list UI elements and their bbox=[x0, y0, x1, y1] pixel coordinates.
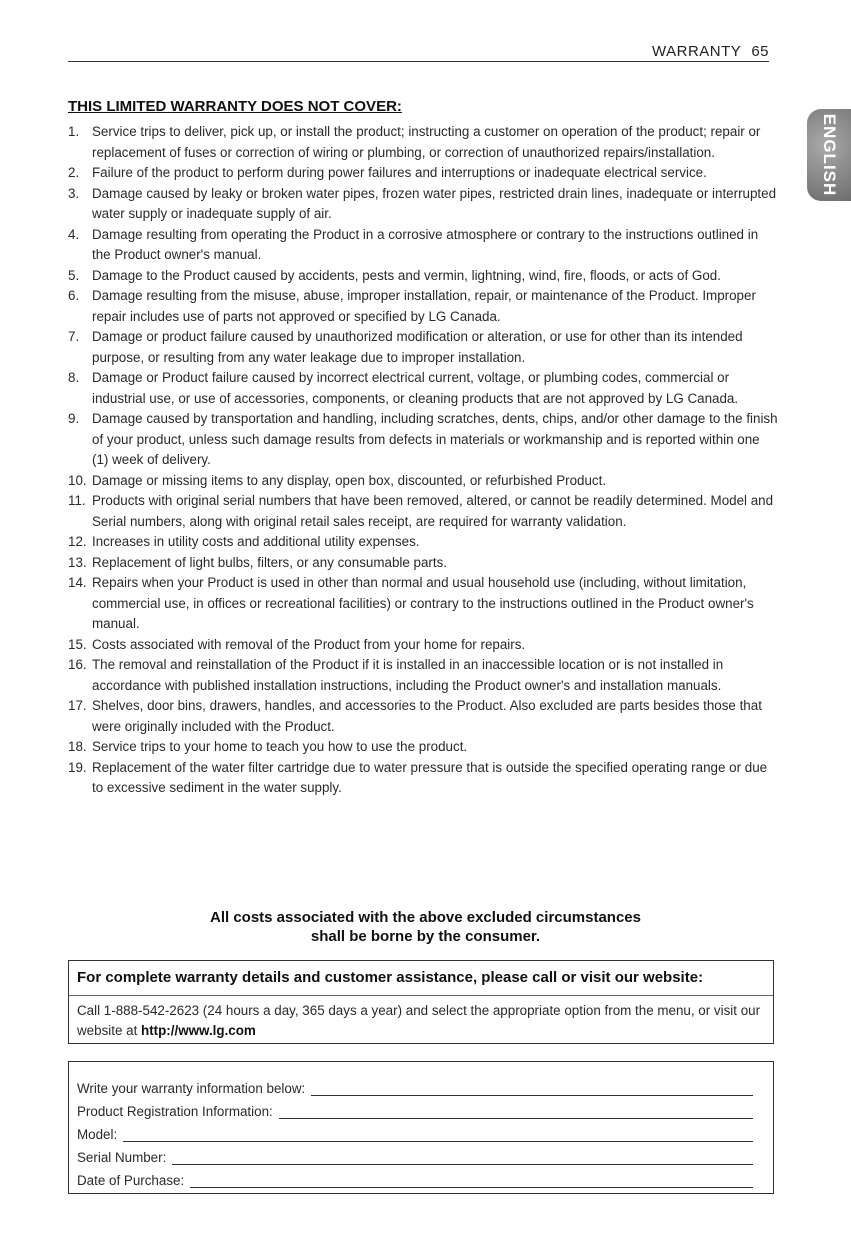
header-divider bbox=[68, 61, 769, 62]
list-item-number: 4. bbox=[68, 226, 80, 242]
list-item-number: 19. bbox=[68, 759, 87, 775]
list-item bbox=[68, 491, 778, 532]
list-item-number: 5. bbox=[68, 267, 80, 283]
record-label: Product Registration Information: bbox=[77, 1104, 273, 1119]
record-blank-line[interactable] bbox=[190, 1173, 753, 1188]
list-item-number: 7. bbox=[68, 329, 80, 344]
list-item-text: Increases in utility costs and additional utility expenses. bbox=[92, 534, 420, 549]
list-item bbox=[68, 573, 778, 635]
list-item bbox=[68, 655, 778, 696]
list-item-number: 12. bbox=[68, 534, 87, 549]
record-line bbox=[77, 1122, 753, 1142]
list-item-text: Damage caused by transportation and handling, including scratches, dents, chips, and/or other damage to the finish of your product, unless such damage results from defects in materials or workmanship and is reported within one (1) week of delivery. bbox=[92, 411, 778, 467]
list-item-text: Repairs when your Product is used in other than normal and usual household use (including, without limitation, commercial use, in offices or recreational facilities) or contrary to the instructions outlined in the Product owner's manual. bbox=[92, 575, 754, 631]
contact-text bbox=[77, 1001, 765, 1041]
section-heading: THIS LIMITED WARRANTY DOES NOT COVER: bbox=[68, 98, 402, 115]
list-item-number: 16. bbox=[68, 657, 87, 672]
list-item-text: Damage or product failure caused by unauthorized modification or alteration, or use for other than its intended purpose, or resulting from any water leakage due to improper installation. bbox=[92, 329, 743, 365]
page-header bbox=[652, 43, 769, 60]
list-item-text: Damage resulting from operating the Product in a corrosive atmosphere or contrary to the instructions outlined in the Product owner's manual. bbox=[92, 226, 759, 262]
record-label: Write your warranty information below: bbox=[77, 1081, 306, 1096]
list-item-text: Costs associated with removal of the Product from your home for repairs. bbox=[92, 636, 526, 652]
list-item bbox=[68, 553, 778, 574]
list-item-text: Damage to the Product caused by accidents, pests and vermin, lightning, wind, fire, floods, or acts of God. bbox=[92, 267, 721, 283]
record-label: Serial Number: bbox=[77, 1150, 167, 1165]
list-item bbox=[68, 737, 778, 758]
list-item-number: 9. bbox=[68, 411, 80, 426]
list-item bbox=[68, 286, 778, 327]
list-item bbox=[68, 122, 778, 163]
record-line bbox=[77, 1145, 753, 1165]
record-line bbox=[77, 1168, 753, 1188]
language-tab-label: ENGLISH bbox=[820, 113, 839, 197]
contact-divider bbox=[69, 995, 773, 996]
record-blank-line[interactable] bbox=[279, 1104, 753, 1119]
language-tab bbox=[807, 109, 851, 201]
list-item-text: Failure of the product to perform during power failures and interruptions or inadequate electrical service. bbox=[92, 165, 707, 180]
list-item bbox=[68, 635, 778, 656]
list-item-text: Damage or Product failure caused by incorrect electrical current, voltage, or plumbing codes, commercial or industrial use, or use of accessories, components, or cleaning products that are not approved by LG Canada. bbox=[92, 370, 739, 406]
list-item bbox=[68, 184, 778, 225]
list-item-text: Replacement of light bulbs, filters, or any consumable parts. bbox=[92, 554, 448, 570]
notice-line-2: shall be borne by the consumer. bbox=[310, 928, 541, 945]
list-item-text: Replacement of the water filter cartridge due to water pressure that is outside the specified operating range or due to excessive sediment in the water supply. bbox=[92, 759, 768, 795]
contact-body: Call 1-888-542-2623 (24 hours a day, 365 days a year) and select the appropriate option from the menu, or visit our website at bbox=[77, 1003, 761, 1038]
exclusion-list bbox=[68, 122, 778, 799]
list-item-text: Shelves, door bins, drawers, handles, and accessories to the Product. Also excluded are parts besides those that were originally included with the Product. bbox=[92, 698, 762, 734]
header-title: WARRANTY bbox=[652, 43, 742, 60]
record-line bbox=[77, 1099, 753, 1119]
record-blank-line[interactable] bbox=[123, 1127, 753, 1142]
list-item-text: Service trips to deliver, pick up, or install the product; instructing a customer on operation of the product; repair or replacement of fuses or correction of wiring or plumbing, or correction of unauthorized repairs/installation. bbox=[92, 124, 761, 160]
list-item-number: 13. bbox=[68, 554, 87, 570]
contact-heading: For complete warranty details and customer assistance, please call or visit our website: bbox=[77, 969, 704, 986]
list-item bbox=[68, 532, 778, 553]
record-line bbox=[77, 1076, 753, 1096]
list-item-number: 10. bbox=[68, 472, 87, 488]
list-item-number: 17. bbox=[68, 698, 87, 713]
list-item bbox=[68, 471, 778, 492]
warranty-record-box bbox=[68, 1061, 774, 1194]
list-item bbox=[68, 266, 778, 287]
list-item-number: 2. bbox=[68, 165, 80, 180]
list-item-number: 3. bbox=[68, 185, 80, 201]
list-item bbox=[68, 368, 778, 409]
contact-box bbox=[68, 960, 774, 1044]
record-blank-line[interactable] bbox=[172, 1150, 753, 1165]
page-number: 65 bbox=[751, 43, 769, 60]
list-item-text: The removal and reinstallation of the Product if it is installed in an inaccessible location or is not installed in accordance with published installation instructions, including the Product owner's and installation manuals. bbox=[92, 657, 724, 693]
list-item-number: 6. bbox=[68, 288, 80, 303]
list-item bbox=[68, 163, 778, 184]
record-label: Model: bbox=[77, 1127, 118, 1142]
list-item bbox=[68, 327, 778, 368]
list-item-text: Damage caused by leaky or broken water pipes, frozen water pipes, restricted drain lines, inadequate or interrupted water supply or inadequate supply of air. bbox=[92, 185, 777, 221]
record-blank-line[interactable] bbox=[311, 1081, 753, 1096]
list-item bbox=[68, 409, 778, 471]
list-item-number: 18. bbox=[68, 739, 87, 754]
list-item-number: 14. bbox=[68, 575, 87, 590]
list-item bbox=[68, 758, 778, 799]
list-item-number: 1. bbox=[68, 124, 80, 139]
list-item-text: Damage resulting from the misuse, abuse, improper installation, repair, or maintenance of the Product. Improper repair includes use of parts not approved or specified by LG Canada. bbox=[92, 288, 756, 324]
list-item-number: 11. bbox=[68, 493, 86, 508]
notice-line-1: All costs associated with the above excluded circumstances bbox=[210, 909, 641, 926]
website-link[interactable]: http://www.lg.com bbox=[141, 1023, 256, 1038]
list-item-text: Products with original serial numbers that have been removed, altered, or cannot be readily determined. Model and Serial numbers, along with original retail sales receipt, are required for warranty validation. bbox=[92, 493, 774, 529]
list-item-text: Service trips to your home to teach you how to use the product. bbox=[92, 739, 468, 754]
record-label: Date of Purchase: bbox=[77, 1173, 185, 1188]
list-item bbox=[68, 696, 778, 737]
exclusion-notice bbox=[0, 908, 851, 946]
list-item-number: 15. bbox=[68, 636, 87, 652]
list-item-text: Damage or missing items to any display, open box, discounted, or refurbished Product. bbox=[92, 472, 607, 488]
list-item-number: 8. bbox=[68, 370, 80, 385]
list-item bbox=[68, 225, 778, 266]
